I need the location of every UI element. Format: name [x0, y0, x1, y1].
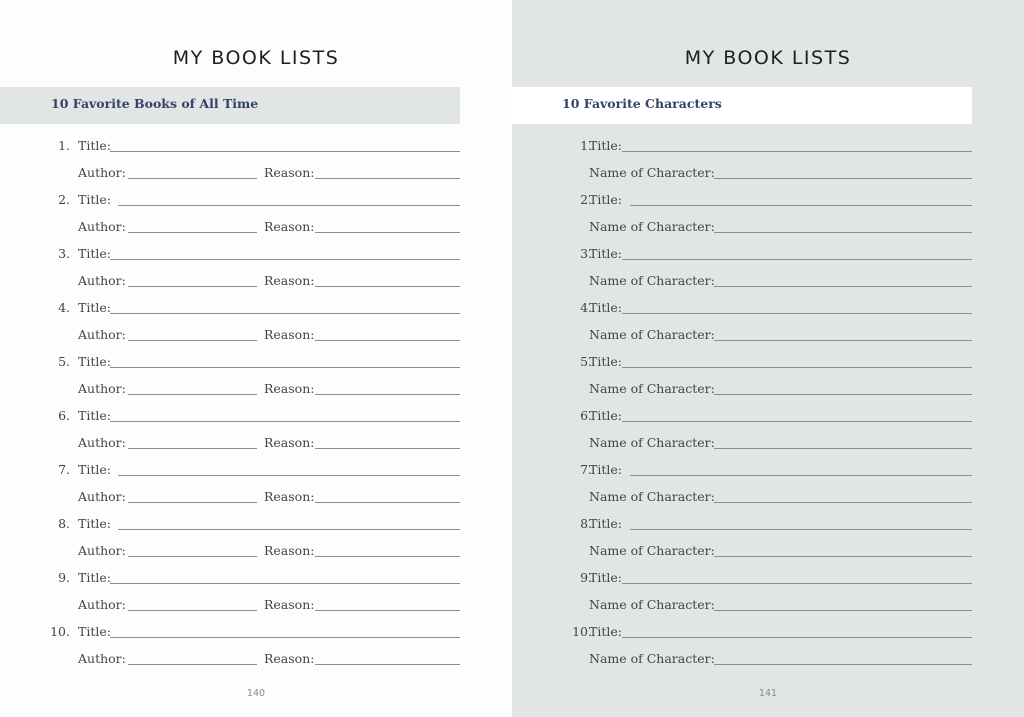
character-label: Name of Character:: [589, 597, 715, 612]
author-label: Author:: [78, 597, 126, 612]
title-row: [0, 624, 512, 644]
title-label: Title:: [589, 570, 622, 585]
author-label: Author:: [78, 165, 126, 180]
reason-label: Reason:: [264, 273, 315, 288]
title-label: Title:: [78, 462, 111, 477]
title-input-line[interactable]: [110, 367, 460, 368]
character-row: [512, 327, 1024, 347]
title-input-line[interactable]: [622, 367, 972, 368]
title-label: Title:: [78, 570, 111, 585]
character-input-line[interactable]: [714, 556, 972, 557]
section-title: 10 Favorite Books of All Time: [51, 96, 259, 111]
title-label: Title:: [78, 516, 111, 531]
title-row: [512, 138, 1024, 158]
character-label: Name of Character:: [589, 543, 715, 558]
character-input-line[interactable]: [714, 664, 972, 665]
author-reason-row: [0, 435, 512, 455]
title-label: Title:: [589, 408, 622, 423]
entry-number: 4.: [58, 300, 70, 315]
title-label: Title:: [589, 300, 622, 315]
author-input-line[interactable]: [128, 610, 257, 611]
title-input-line[interactable]: [622, 151, 972, 152]
author-label: Author:: [78, 435, 126, 450]
title-row: [0, 192, 512, 212]
author-input-line[interactable]: [128, 448, 257, 449]
entry-number: 7.: [58, 462, 70, 477]
reason-input-line[interactable]: [315, 556, 460, 557]
author-input-line[interactable]: [128, 232, 257, 233]
author-input-line[interactable]: [128, 286, 257, 287]
title-row: [512, 300, 1024, 320]
title-input-line[interactable]: [110, 313, 460, 314]
entry-number: 10.: [572, 624, 592, 639]
section-band: [512, 87, 972, 124]
character-label: Name of Character:: [589, 327, 715, 342]
reason-input-line[interactable]: [315, 178, 460, 179]
title-row: [512, 408, 1024, 428]
author-reason-row: [0, 327, 512, 347]
title-input-line[interactable]: [622, 259, 972, 260]
title-input-line[interactable]: [622, 583, 972, 584]
reason-input-line[interactable]: [315, 286, 460, 287]
title-label: Title:: [78, 246, 111, 261]
entry-number: 1.: [580, 138, 592, 153]
title-row: [512, 246, 1024, 266]
entry-number: 4.: [580, 300, 592, 315]
title-label: Title:: [589, 192, 622, 207]
title-input-line[interactable]: [110, 259, 460, 260]
entry-number: 3.: [58, 246, 70, 261]
author-label: Author:: [78, 219, 126, 234]
author-input-line[interactable]: [128, 502, 257, 503]
title-input-line[interactable]: [630, 475, 972, 476]
title-input-line[interactable]: [118, 529, 460, 530]
reason-label: Reason:: [264, 381, 315, 396]
author-label: Author:: [78, 489, 126, 504]
character-label: Name of Character:: [589, 435, 715, 450]
reason-label: Reason:: [264, 651, 315, 666]
character-row: [512, 273, 1024, 293]
author-input-line[interactable]: [128, 556, 257, 557]
character-input-line[interactable]: [714, 232, 972, 233]
character-input-line[interactable]: [714, 394, 972, 395]
author-reason-row: [0, 651, 512, 671]
title-row: [0, 354, 512, 374]
title-row: [512, 192, 1024, 212]
title-row: [0, 570, 512, 590]
title-input-line[interactable]: [118, 205, 460, 206]
reason-label: Reason:: [264, 489, 315, 504]
character-row: [512, 651, 1024, 671]
author-reason-row: [0, 273, 512, 293]
reason-input-line[interactable]: [315, 664, 460, 665]
character-row: [512, 489, 1024, 509]
reason-input-line[interactable]: [315, 502, 460, 503]
title-label: Title:: [78, 138, 111, 153]
title-row: [0, 408, 512, 428]
entry-number: 6.: [58, 408, 70, 423]
character-row: [512, 381, 1024, 401]
author-label: Author:: [78, 381, 126, 396]
author-reason-row: [0, 381, 512, 401]
reason-input-line[interactable]: [315, 394, 460, 395]
title-row: [512, 570, 1024, 590]
title-label: Title:: [589, 138, 622, 153]
character-label: Name of Character:: [589, 219, 715, 234]
character-label: Name of Character:: [589, 273, 715, 288]
entry-number: 7.: [580, 462, 592, 477]
character-label: Name of Character:: [589, 381, 715, 396]
author-label: Author:: [78, 543, 126, 558]
author-label: Author:: [78, 651, 126, 666]
author-label: Author:: [78, 273, 126, 288]
entry-number: 5.: [58, 354, 70, 369]
title-label: Title:: [589, 516, 622, 531]
character-input-line[interactable]: [714, 448, 972, 449]
section-title: 10 Favorite Characters: [562, 96, 722, 111]
author-input-line[interactable]: [128, 340, 257, 341]
reason-input-line[interactable]: [315, 448, 460, 449]
reason-label: Reason:: [264, 597, 315, 612]
character-row: [512, 543, 1024, 563]
character-label: Name of Character:: [589, 489, 715, 504]
title-row: [0, 300, 512, 320]
character-input-line[interactable]: [714, 502, 972, 503]
author-reason-row: [0, 597, 512, 617]
character-input-line[interactable]: [714, 286, 972, 287]
reason-input-line[interactable]: [315, 232, 460, 233]
page-heading: MY BOOK LISTS: [684, 47, 852, 69]
character-row: [512, 165, 1024, 185]
title-input-line[interactable]: [622, 637, 972, 638]
title-label: Title:: [78, 408, 111, 423]
entry-number: 6.: [580, 408, 592, 423]
title-input-line[interactable]: [118, 475, 460, 476]
entry-number: 1.: [58, 138, 70, 153]
title-row: [0, 462, 512, 482]
author-reason-row: [0, 165, 512, 185]
right-page: [512, 0, 1024, 717]
entry-number: 2.: [580, 192, 592, 207]
title-input-line[interactable]: [622, 313, 972, 314]
character-row: [512, 435, 1024, 455]
title-input-line[interactable]: [110, 151, 460, 152]
title-input-line[interactable]: [110, 421, 460, 422]
entry-number: 9.: [580, 570, 592, 585]
page-heading: MY BOOK LISTS: [172, 47, 340, 69]
title-label: Title:: [589, 462, 622, 477]
section-band: [0, 87, 460, 124]
entry-number: 5.: [580, 354, 592, 369]
title-input-line[interactable]: [110, 583, 460, 584]
title-row: [0, 516, 512, 536]
character-input-line[interactable]: [714, 610, 972, 611]
title-input-line[interactable]: [110, 637, 460, 638]
reason-input-line[interactable]: [315, 340, 460, 341]
reason-label: Reason:: [264, 219, 315, 234]
title-input-line[interactable]: [630, 529, 972, 530]
author-input-line[interactable]: [128, 178, 257, 179]
author-reason-row: [0, 489, 512, 509]
character-row: [512, 219, 1024, 239]
character-row: [512, 597, 1024, 617]
title-row: [0, 246, 512, 266]
title-label: Title:: [78, 354, 111, 369]
character-input-line[interactable]: [714, 178, 972, 179]
entry-number: 2.: [58, 192, 70, 207]
entry-number: 3.: [580, 246, 592, 261]
entry-number: 9.: [58, 570, 70, 585]
title-label: Title:: [78, 624, 111, 639]
title-row: [512, 462, 1024, 482]
title-label: Title:: [589, 354, 622, 369]
title-label: Title:: [78, 300, 111, 315]
character-label: Name of Character:: [589, 651, 715, 666]
entry-number: 8.: [58, 516, 70, 531]
reason-label: Reason:: [264, 327, 315, 342]
title-label: Title:: [78, 192, 111, 207]
reason-label: Reason:: [264, 435, 315, 450]
entry-number: 10.: [50, 624, 70, 639]
page-number: 141: [758, 688, 778, 699]
author-label: Author:: [78, 327, 126, 342]
character-input-line[interactable]: [714, 340, 972, 341]
reason-label: Reason:: [264, 165, 315, 180]
title-row: [512, 624, 1024, 644]
title-row: [512, 354, 1024, 374]
title-input-line[interactable]: [622, 421, 972, 422]
author-reason-row: [0, 219, 512, 239]
author-input-line[interactable]: [128, 394, 257, 395]
author-input-line[interactable]: [128, 664, 257, 665]
title-row: [0, 138, 512, 158]
page-number: 140: [246, 688, 266, 699]
reason-input-line[interactable]: [315, 610, 460, 611]
author-reason-row: [0, 543, 512, 563]
title-input-line[interactable]: [630, 205, 972, 206]
title-label: Title:: [589, 246, 622, 261]
entry-number: 8.: [580, 516, 592, 531]
title-row: [512, 516, 1024, 536]
reason-label: Reason:: [264, 543, 315, 558]
title-label: Title:: [589, 624, 622, 639]
character-label: Name of Character:: [589, 165, 715, 180]
